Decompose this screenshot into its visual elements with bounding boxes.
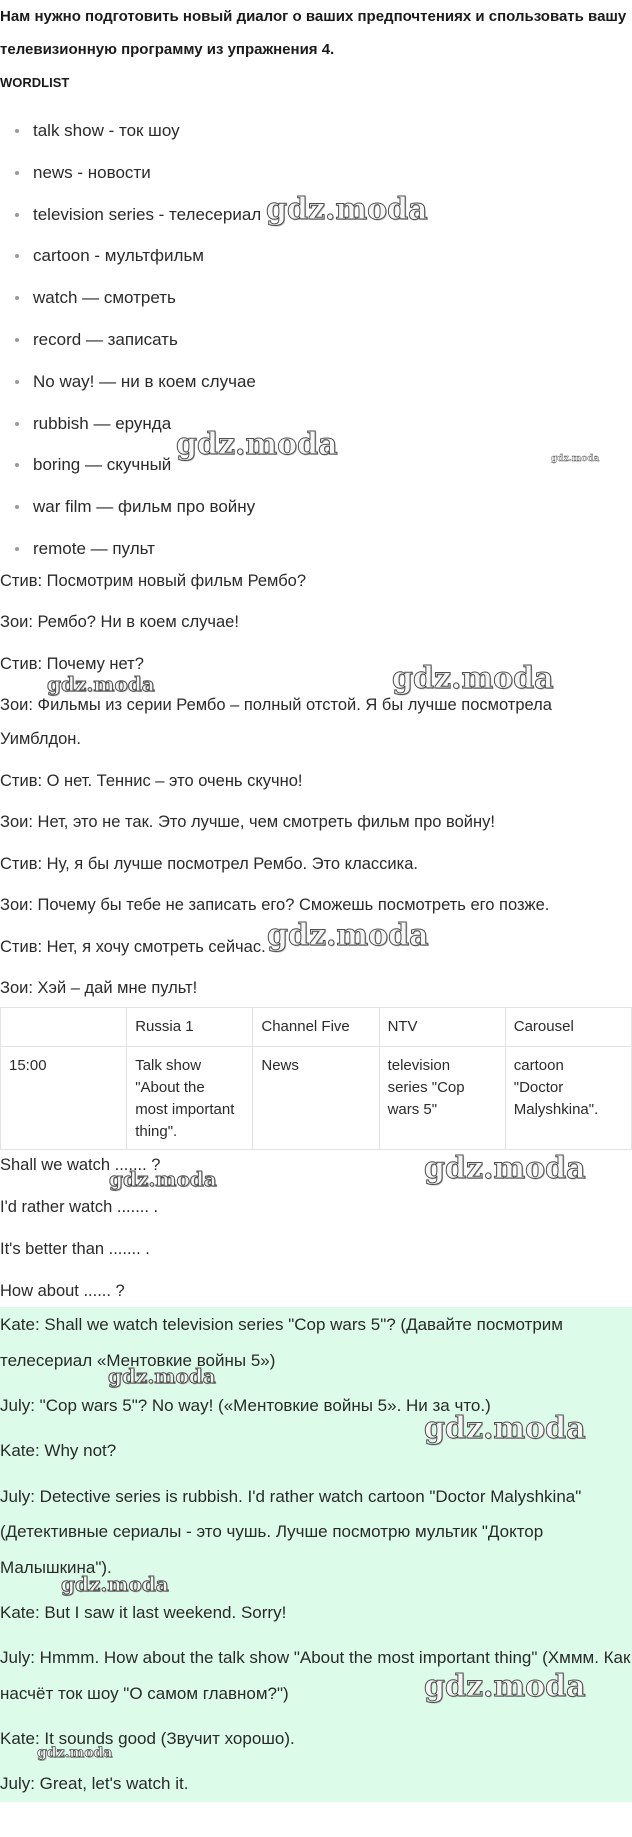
schedule-channel-header: Channel Five — [253, 1007, 379, 1046]
answer-dialog-line: July: Detective series is rubbish. I'd rather watch cartoon "Doctor Malyshkina" (Детективные сериалы - это чушь. Лучше посмотрю мультик "Доктор Малышкина"). — [0, 1486, 582, 1577]
watermark-logo: gdz.moda — [109, 1167, 217, 1191]
answer-dialog-line: Kate: Shall we watch television series "Cop wars 5"? (Давайте посмотрим телесериал «Ментовкие войны 5») — [0, 1315, 563, 1370]
schedule-program-cell: Talk show "About the most important thing". — [127, 1046, 253, 1149]
task-instructions: Нам нужно подготовить новый диалог о ваших предпочтениях и спользовать вашу телевизионную программу из упражнения 4. — [0, 8, 627, 58]
dialog-line: Стив: Нет, я хочу смотреть сейчас. — [0, 937, 266, 956]
wordlist-item: rubbish — ерунда — [0, 403, 632, 445]
schedule-program-cell: News — [253, 1046, 379, 1149]
schedule-time-cell: 15:00 — [1, 1046, 127, 1149]
phrase-prompts — [0, 1148, 632, 1316]
wordlist-item: No way! — ни в коем случае — [0, 361, 632, 403]
answer-dialog-line: Kate: It sounds good (Звучит хорошо). — [0, 1729, 295, 1749]
tv-schedule-table — [0, 1007, 632, 1150]
phrase-prompt: I'd rather watch ....... . — [0, 1197, 159, 1216]
wordlist-item: television series - телесериал — [0, 194, 632, 236]
schedule-corner-cell — [1, 1007, 127, 1046]
answer-dialog-line: July: "Cop wars 5"? No way! («Ментовкие войны 5». Ни за что.) — [0, 1396, 491, 1416]
wordlist-item: record — записать — [0, 319, 632, 361]
dialog-line: Зои: Рембо? Ни в коем случае! — [0, 613, 239, 631]
dialog-line: Стив: Ну, я бы лучше посмотрел Рембо. Это классика. — [0, 854, 418, 873]
schedule-row — [1, 1046, 632, 1149]
phrase-prompt: How about ...... ? — [0, 1281, 125, 1300]
dialog-line: Стив: О нет. Теннис – это очень скучно! — [0, 771, 303, 790]
wordlist-item: talk show - ток шоу — [0, 110, 632, 152]
watermark-logo: gdz.moda — [267, 918, 429, 953]
phrase-prompt: Shall we watch ....... ? — [0, 1155, 161, 1174]
wordlist — [0, 110, 632, 570]
wordlist-item: war film — фильм про войну — [0, 486, 632, 528]
watermark-logo: gdz.moda — [551, 454, 600, 464]
answer-dialog-line: July: Great, let's watch it. — [0, 1774, 189, 1794]
dialog-steve-zoe — [0, 564, 632, 1013]
dialog-line: Зои: Нет, это не так. Это лучше, чем смотреть фильм про войну! — [0, 813, 495, 831]
dialog-line: Зои: Почему бы тебе не записать его? Сможешь посмотреть его позже. — [0, 896, 550, 914]
dialog-line: Стив: Почему нет? — [0, 654, 144, 673]
schedule-header-row — [1, 1007, 632, 1046]
watermark-logo: gdz.moda — [424, 1151, 586, 1186]
watermark-logo: gdz.moda — [37, 1745, 113, 1761]
watermark-logo: gdz.moda — [61, 1572, 169, 1596]
wordlist-item: remote — пульт — [0, 528, 632, 570]
schedule-channel-header: Russia 1 — [127, 1007, 253, 1046]
wordlist-item: watch — смотреть — [0, 277, 632, 319]
phrase-prompt: It's better than ....... . — [0, 1239, 150, 1258]
dialog-line: Зои: Хэй – дай мне пульт! — [0, 979, 198, 997]
watermark-logo: gdz.moda — [266, 192, 428, 227]
schedule-program-cell: cartoon "Doctor Malyshkina". — [505, 1046, 631, 1149]
wordlist-item: cartoon - мультфильм — [0, 235, 632, 277]
wordlist-item: boring — скучный — [0, 444, 632, 486]
schedule-channel-header: Carousel — [505, 1007, 631, 1046]
dialog-line: Стив: Посмотрим новый фильм Рембо? — [0, 571, 307, 590]
watermark-logo: gdz.moda — [108, 1364, 216, 1388]
watermark-logo: gdz.moda — [424, 1411, 586, 1446]
schedule-program-cell: television series "Cop wars 5" — [379, 1046, 505, 1149]
answer-dialog-line: July: Hmmm. How about the talk show "About the most important thing" (Хммм. Как насчёт ток шоу "О самом главном?") — [0, 1648, 631, 1703]
answer-dialog-line: Kate: Why not? — [0, 1441, 117, 1461]
watermark-logo: gdz.moda — [47, 672, 155, 696]
watermark-logo: gdz.moda — [176, 427, 338, 462]
answer-dialog-box — [0, 1307, 632, 1802]
watermark-logo: gdz.moda — [424, 1669, 586, 1704]
schedule-channel-header: NTV — [379, 1007, 505, 1046]
answer-dialog-line: Kate: But I saw it last weekend. Sorry! — [0, 1603, 287, 1623]
wordlist-title: WORDLIST — [0, 75, 70, 90]
watermark-logo: gdz.moda — [392, 661, 554, 696]
dialog-line: Зои: Фильмы из серии Рембо – полный отстой. Я бы лучше посмотрела Уимблдон. — [0, 696, 552, 748]
wordlist-item: news - новости — [0, 152, 632, 194]
